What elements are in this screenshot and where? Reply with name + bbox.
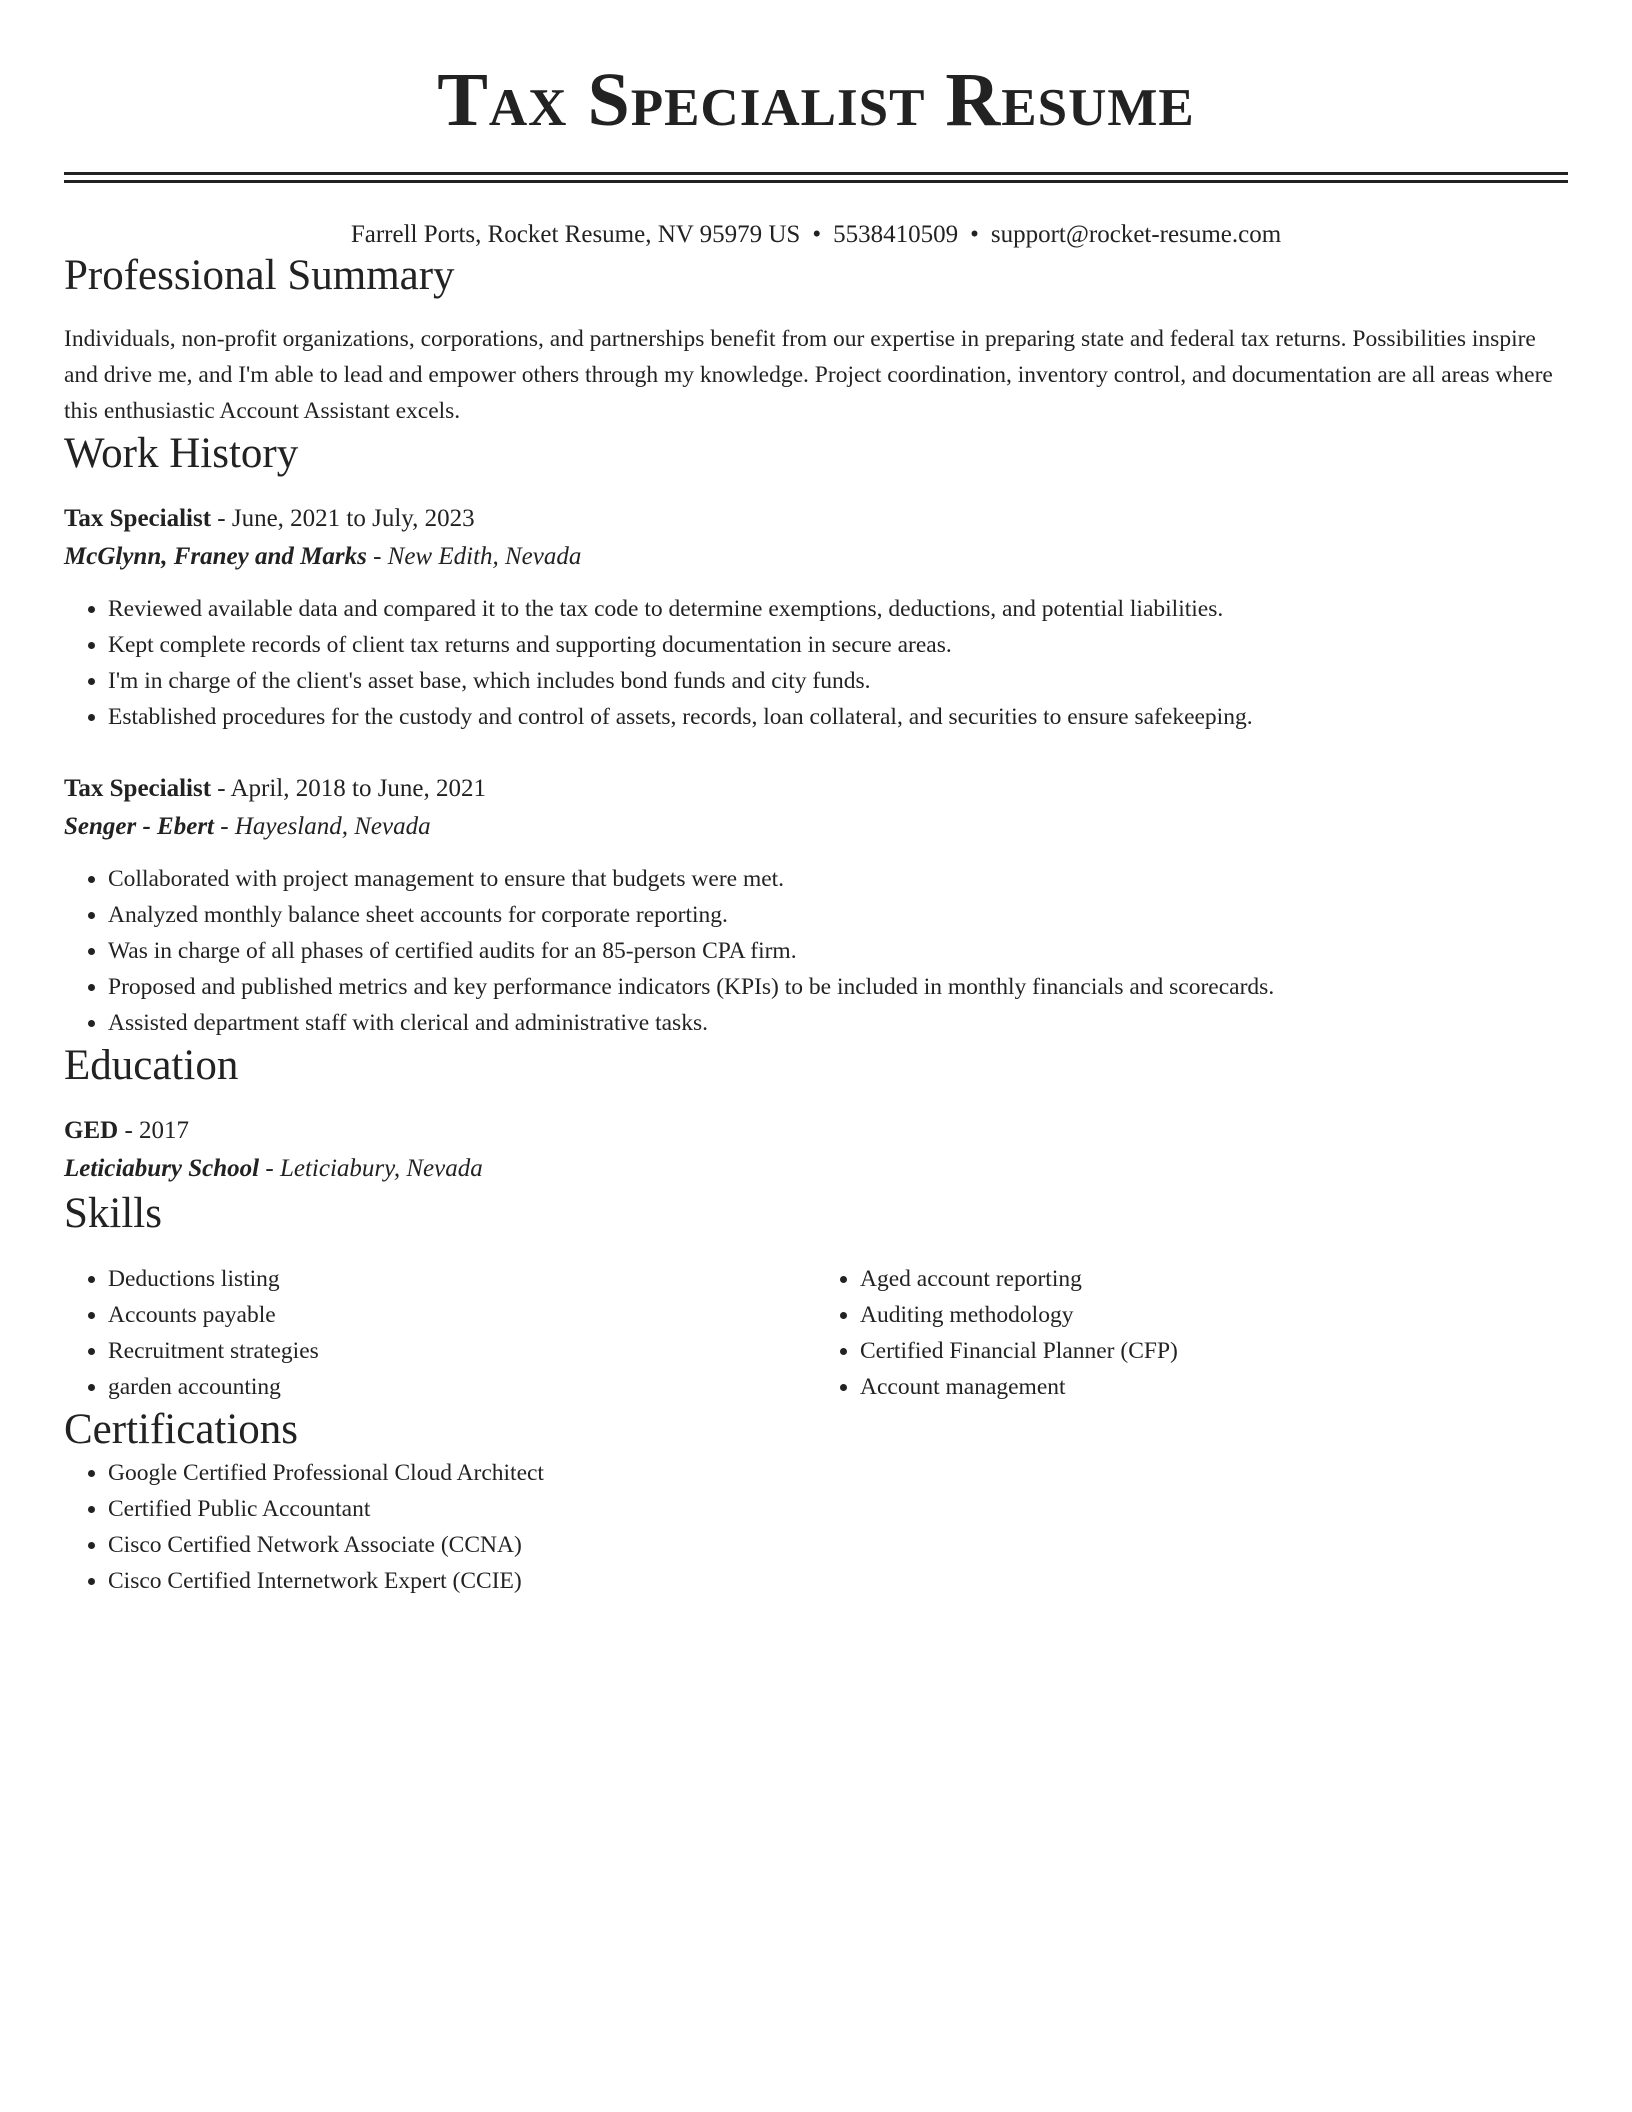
list-item: • Accounts payable: [108, 1297, 816, 1333]
skills-columns: [64, 1261, 1568, 1405]
contact-email: support@rocket-resume.com: [990, 221, 1282, 248]
contact-line: [64, 219, 1568, 251]
job-location: - New Edith, Nevada: [366, 543, 582, 570]
job-title-line: [64, 501, 1568, 537]
list-item: • Assisted department staff with clerical and administrative tasks.: [108, 1005, 1568, 1041]
job-company: McGlynn, Franey and Marks: [64, 543, 367, 570]
list-item: • I'm in charge of the client's asset base, which includes bond funds and city funds.: [108, 663, 1568, 699]
education-degree-line: [64, 1113, 1568, 1149]
list-item: • garden accounting: [108, 1369, 816, 1405]
list-item: • Analyzed monthly balance sheet accounts for corporate reporting.: [108, 897, 1568, 933]
contact-separator: •: [970, 221, 979, 248]
education-location: - Leticiabury, Nevada: [259, 1155, 483, 1182]
list-item: • Established procedures for the custody and control of assets, records, loan collateral, and securities to ensure safekeeping.: [108, 699, 1568, 735]
list-item: • Certified Public Accountant: [108, 1491, 1568, 1527]
list-item: • Kept complete records of client tax returns and supporting documentation in secure areas.: [108, 627, 1568, 663]
title-divider-bottom: [64, 180, 1568, 183]
title-divider-top: [64, 172, 1568, 175]
list-item: • Cisco Certified Internetwork Expert (CCIE): [108, 1563, 1568, 1599]
certifications-list: [64, 1455, 1568, 1599]
job-entry: [64, 501, 1568, 735]
skills-left-list: [64, 1261, 816, 1405]
education-heading: Education: [64, 1042, 239, 1089]
list-item: • Deductions listing: [108, 1261, 816, 1297]
education-entry: [64, 1113, 1568, 1189]
list-item: • Google Certified Professional Cloud Architect: [108, 1455, 1568, 1491]
education-school: Leticiabury School: [64, 1155, 260, 1182]
job-dates: - June, 2021 to July, 2023: [211, 505, 475, 532]
job-entry: [64, 771, 1568, 1041]
skills-right-list: [816, 1261, 1568, 1405]
work-history-heading: Work History: [64, 430, 299, 477]
list-item: • Account management: [860, 1369, 1568, 1405]
education-school-line: [64, 1149, 1568, 1189]
job-title: Tax Specialist: [64, 775, 212, 802]
list-item: • Was in charge of all phases of certified audits for an 85-person CPA firm.: [108, 933, 1568, 969]
job-company: Senger - Ebert: [64, 813, 214, 840]
contact-separator: •: [812, 221, 822, 248]
certifications-heading: Certifications: [64, 1406, 299, 1453]
skills-heading: Skills: [64, 1190, 162, 1237]
job-bullets: [64, 591, 1568, 735]
resume-title: Tax Specialist Resume: [437, 58, 1195, 142]
job-location: - Hayesland, Nevada: [214, 813, 431, 840]
job-bullets: [64, 861, 1568, 1041]
list-item: • Proposed and published metrics and key performance indicators (KPIs) to be included in monthly financials and scorecards.: [108, 969, 1568, 1005]
list-item: • Auditing methodology: [860, 1297, 1568, 1333]
list-item: • Reviewed available data and compared it to the tax code to determine exemptions, deductions, and potential liabilities.: [108, 591, 1568, 627]
summary-text: Individuals, non-profit organizations, corporations, and partnerships benefit from our expertise in preparing state and federal tax returns. Possibilities inspire and drive me, and I'm able to lead and empower others through my knowledge. Project coordination, inventory control, and documentation are all areas where this enthusiastic Account Assistant excels.: [64, 326, 1553, 424]
job-title: Tax Specialist: [64, 505, 212, 532]
list-item: • Certified Financial Planner (CFP): [860, 1333, 1568, 1369]
list-item: • Cisco Certified Network Associate (CCNA): [108, 1527, 1568, 1563]
list-item: • Collaborated with project management to ensure that budgets were met.: [108, 861, 1568, 897]
list-item: • Recruitment strategies: [108, 1333, 816, 1369]
job-dates: - April, 2018 to June, 2021: [211, 775, 487, 802]
contact-phone: 5538410509: [833, 221, 959, 248]
job-company-line: [64, 537, 1568, 577]
education-year: - 2017: [118, 1117, 190, 1144]
list-item: • Aged account reporting: [860, 1261, 1568, 1297]
summary-heading: Professional Summary: [64, 252, 455, 299]
education-degree: GED: [64, 1117, 119, 1144]
contact-address: Farrell Ports, Rocket Resume, NV 95979 US: [350, 221, 801, 248]
job-company-line: [64, 807, 1568, 847]
job-title-line: [64, 771, 1568, 807]
